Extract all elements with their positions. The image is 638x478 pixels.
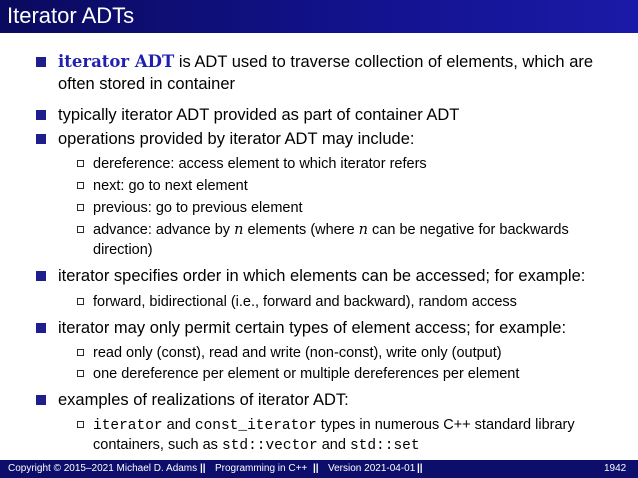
hollow-bullet-icon — [77, 182, 84, 189]
square-bullet-icon — [36, 110, 46, 120]
hollow-bullet-icon — [77, 160, 84, 167]
sub-bullet-previous: previous: go to previous element — [93, 198, 613, 218]
square-bullet-icon — [36, 395, 46, 405]
sub-bullet-dereference: dereference: access element to which iterator refers — [93, 154, 613, 174]
bullet-iterator-adt: iterator ADT is ADT used to traverse collection of elements, which are — [58, 51, 618, 73]
square-bullet-icon — [36, 323, 46, 333]
hollow-bullet-icon — [77, 226, 84, 233]
footer-separator: || — [200, 463, 206, 474]
sub-bullet-iterator-types: iterator and const_iterator types in numerous C++ standard library — [93, 415, 613, 436]
code-const-iterator: const_iterator — [194, 418, 317, 434]
sub-bullet-dereferences: one dereference per element or multiple dereferences per element — [93, 364, 613, 384]
sub-bullet-advance: advance: advance by n elements (where n can be negative for backwards — [93, 220, 613, 240]
code-std-vector: std::vector — [221, 438, 318, 454]
sub-bullet-read-write: read only (const), read and write (non-const), write only (output) — [93, 343, 613, 363]
hollow-bullet-icon — [77, 349, 84, 356]
hollow-bullet-icon — [77, 370, 84, 377]
footer-page-number: 1942 — [604, 463, 627, 474]
footer-bar — [0, 460, 638, 478]
footer-course: Programming in C++ — [215, 463, 308, 474]
bullet-container-adt: typically iterator ADT provided as part of container ADT — [58, 104, 618, 126]
footer-copyright: Copyright © 2015–2021 Michael D. Adams — [8, 463, 198, 474]
sub-bullet-advance-cont: direction) — [93, 242, 153, 258]
square-bullet-icon — [36, 134, 46, 144]
slide-title: Iterator ADTs — [7, 3, 135, 28]
bullet-access-types: iterator may only permit certain types of element access; for example: — [58, 317, 618, 339]
sub-bullet-next: next: go to next element — [93, 176, 613, 196]
hollow-bullet-icon — [77, 298, 84, 305]
hollow-bullet-icon — [77, 204, 84, 211]
bullet-order: iterator specifies order in which elements can be accessed; for example: — [58, 265, 618, 287]
code-std-set: std::set — [349, 438, 420, 454]
keyword-iterator-adt: iterator ADT — [58, 52, 175, 71]
bullet-iterator-adt-cont: often stored in container — [58, 75, 236, 93]
bullet-operations: operations provided by iterator ADT may include: — [58, 128, 618, 150]
bullet-realizations: examples of realizations of iterator ADT: — [58, 389, 618, 411]
code-iterator: iterator — [93, 418, 163, 434]
sub-bullet-forward: forward, bidirectional (i.e., forward and backward), random access — [93, 292, 613, 312]
hollow-bullet-icon — [77, 421, 84, 428]
sub-bullet-iterator-types-cont: containers, such as std::vector and std::set — [93, 437, 420, 454]
footer-separator: || — [313, 463, 319, 474]
footer-separator: || — [417, 463, 423, 474]
square-bullet-icon — [36, 271, 46, 281]
square-bullet-icon — [36, 57, 46, 67]
footer-version: Version 2021-04-01 — [328, 463, 416, 474]
